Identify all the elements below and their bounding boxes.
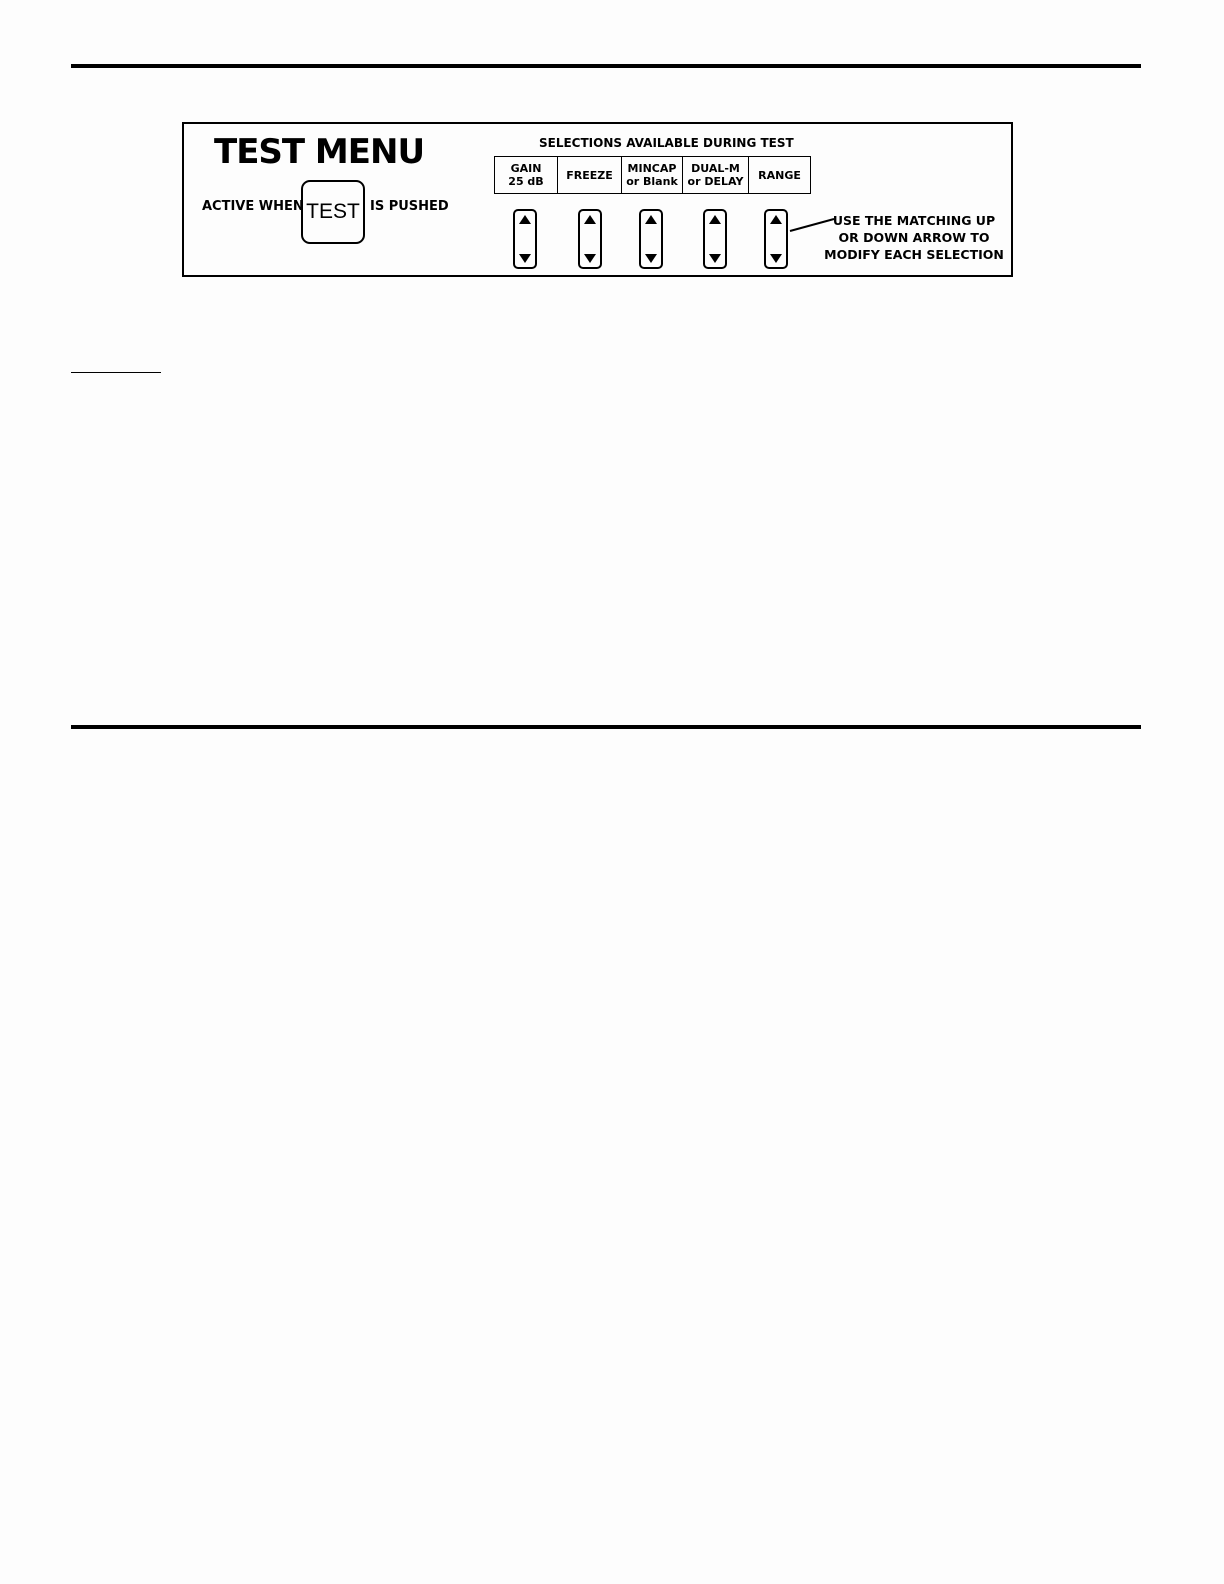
panel-title: TEST MENU <box>214 132 425 172</box>
arrow-instruction-note <box>824 212 1004 263</box>
note-line-1: USE THE MATCHING UP <box>832 213 996 228</box>
bottom-rule <box>71 725 1141 729</box>
selection-dual-m-alt: or DELAY <box>687 175 744 188</box>
selections-title: SELECTIONS AVAILABLE DURING TEST <box>539 136 794 150</box>
selection-dual-m-label: DUAL-M <box>691 162 740 175</box>
selection-mincap-alt: or Blank <box>626 175 678 188</box>
note-line-2: OR DOWN ARROW TO <box>838 230 990 245</box>
active-when-label: ACTIVE WHEN <box>202 199 304 214</box>
selection-gain-label: GAIN <box>510 162 542 175</box>
note-line-3: MODIFY EACH SELECTION <box>824 247 1004 262</box>
selection-range-label: RANGE <box>758 168 801 182</box>
is-pushed-label: IS PUSHED <box>370 199 449 214</box>
selection-mincap-label: MINCAP <box>627 162 677 175</box>
top-rule <box>71 64 1141 68</box>
test-menu-panel <box>182 122 1013 277</box>
test-key-button[interactable]: TEST <box>301 180 365 244</box>
selection-freeze-label: FREEZE <box>566 168 613 182</box>
short-rule <box>71 372 161 373</box>
selection-gain-value: 25 dB <box>508 175 544 188</box>
